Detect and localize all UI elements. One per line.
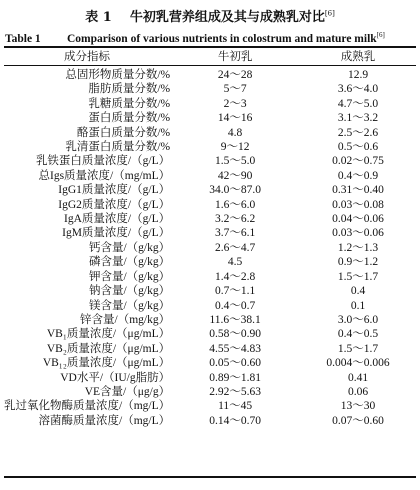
table-row [4, 169, 416, 183]
table-row [4, 65, 416, 82]
mature-milk-cell: 2.5～2.6 [337, 126, 379, 139]
component-cell: IgG2质量浓度/（g/L） [58, 198, 171, 211]
component-cell: VB₁质量浓度/（μg/mL） [46, 328, 171, 341]
component-cell: 乳清蛋白质量分数/% [65, 141, 171, 154]
component-cell: 锌含量/（mg/kg） [80, 313, 171, 326]
header-colostrum: 牛初乳 [217, 51, 253, 63]
component-cell: VB₁₂质量浓度/（μg/mL） [42, 357, 171, 370]
table-row [4, 126, 416, 140]
table-row [4, 183, 416, 197]
mature-milk-cell: 0.04～0.06 [332, 213, 384, 226]
colostrum-cell: 11.6～38.1 [209, 313, 261, 326]
table-row [4, 284, 416, 298]
component-cell: 乳过氧化物酶质量浓度/（mg/L） [4, 400, 171, 413]
table-row [4, 97, 416, 111]
colostrum-cell: 34.0～87.0 [209, 184, 261, 197]
colostrum-cell: 1.5～5.0 [214, 155, 256, 168]
colostrum-cell: 2～3 [223, 97, 247, 110]
component-cell: 乳铁蛋白质量浓度/（g/L） [35, 155, 171, 168]
component-cell: IgA质量浓度/（g/L） [64, 213, 171, 226]
mature-milk-cell: 0.07～0.60 [332, 414, 384, 427]
table-caption-english [5, 31, 417, 45]
colostrum-cell: 0.05～0.60 [209, 357, 261, 370]
component-cell: 脂肪质量分数/% [88, 83, 171, 96]
mature-milk-cell: 0.03～0.08 [332, 198, 384, 211]
mature-milk-cell: 3.1～3.2 [337, 112, 379, 125]
mature-milk-cell: 1.5～1.7 [337, 270, 379, 283]
colostrum-cell: 4.5 [227, 256, 243, 269]
component-cell: 钙含量/（g/kg） [88, 241, 171, 254]
colostrum-cell: 11～45 [218, 400, 253, 413]
table-row [4, 414, 416, 428]
mature-milk-cell: 0.4～0.9 [337, 169, 379, 182]
colostrum-cell: 42～90 [217, 169, 253, 182]
table-top-rule [4, 46, 416, 48]
mature-milk-cell: 0.4 [350, 285, 366, 298]
table-row [4, 385, 416, 399]
caption-cn-title: 牛初乳营养组成及其与成熟乳对比 [129, 10, 325, 25]
mature-milk-cell: 12.9 [347, 69, 369, 81]
mature-milk-cell: 0.41 [347, 371, 369, 384]
colostrum-cell: 2.92～5.63 [209, 385, 261, 398]
mature-milk-cell: 0.004～0.006 [326, 357, 390, 370]
table-row [4, 198, 416, 212]
mature-milk-cell: 1.5～1.7 [337, 342, 379, 355]
mature-milk-cell: 0.31～0.40 [332, 184, 384, 197]
colostrum-cell: 4.8 [227, 126, 243, 139]
component-cell: IgM质量浓度/（g/L） [62, 227, 171, 240]
component-cell: VE含量/（μg/g） [84, 385, 171, 398]
colostrum-cell: 0.4～0.7 [214, 299, 256, 312]
mature-milk-cell: 0.4～0.5 [337, 328, 379, 341]
mature-milk-cell: 13～30 [340, 400, 376, 413]
colostrum-cell: 1.6～6.0 [214, 198, 256, 211]
table-row [4, 270, 416, 284]
table-row [4, 212, 416, 226]
table-row [4, 154, 416, 168]
table-row [4, 342, 416, 356]
table-row [4, 226, 416, 240]
component-cell: 磷含量/（g/kg） [88, 256, 171, 269]
caption-en-ref: [6] [376, 31, 385, 39]
colostrum-cell: 0.89～1.81 [209, 371, 261, 384]
table-row [4, 313, 416, 327]
nutrient-comparison-table [4, 50, 416, 428]
table-row [4, 371, 416, 385]
table-row [4, 399, 416, 413]
mature-milk-cell: 1.2～1.3 [337, 241, 379, 254]
component-cell: VB₂质量浓度/（μg/mL） [46, 342, 171, 355]
header-component: 成分指标 [64, 51, 111, 63]
colostrum-cell: 1.4～2.8 [214, 270, 256, 283]
header-mature-milk: 成熟乳 [340, 51, 376, 63]
mature-milk-cell: 0.1 [350, 299, 366, 312]
table-row [4, 140, 416, 154]
mature-milk-cell: 0.02～0.75 [332, 155, 384, 168]
component-cell: 总固形物质量分数/% [65, 69, 171, 81]
component-cell: 钠含量/（g/kg） [88, 285, 171, 298]
mature-milk-cell: 3.6～4.0 [337, 83, 379, 96]
component-cell: 总Igs质量浓度/（mg/mL） [38, 169, 171, 182]
colostrum-cell: 9～12 [220, 141, 250, 154]
mature-milk-cell: 0.06 [347, 385, 369, 398]
colostrum-cell: 0.58～0.90 [209, 328, 261, 341]
table-row [4, 82, 416, 96]
table-header-row [4, 50, 416, 65]
mature-milk-cell: 0.5～0.6 [337, 141, 379, 154]
table-row [4, 356, 416, 370]
caption-cn-ref: [6] [324, 9, 335, 18]
component-cell: IgG1质量浓度/（g/L） [58, 184, 171, 197]
colostrum-cell: 0.7～1.1 [214, 285, 256, 298]
mature-milk-cell: 0.03～0.06 [332, 227, 384, 240]
table-row [4, 255, 416, 269]
colostrum-cell: 24～28 [217, 69, 253, 81]
caption-en-title: Comparison of various nutrients in colostrum and mature milk [67, 32, 377, 45]
colostrum-cell: 4.55～4.83 [209, 342, 261, 355]
component-cell: 钾含量/（g/kg） [88, 270, 171, 283]
table-row [4, 111, 416, 125]
table-caption-chinese [0, 6, 420, 25]
mature-milk-cell: 0.9～1.2 [337, 256, 379, 269]
component-cell: 蛋白质量分数/% [88, 112, 171, 125]
table-row [4, 299, 416, 313]
table-row [4, 241, 416, 255]
colostrum-cell: 3.7～6.1 [214, 227, 256, 240]
colostrum-cell: 0.14～0.70 [209, 414, 261, 427]
component-cell: 镁含量/（g/kg） [88, 299, 171, 312]
table-bottom-rule [4, 476, 416, 478]
colostrum-cell: 2.6～4.7 [214, 241, 256, 254]
colostrum-cell: 5～7 [223, 83, 247, 96]
component-cell: 溶菌酶质量浓度/（mg/L） [38, 414, 171, 427]
component-cell: 酪蛋白质量分数/% [76, 126, 171, 139]
colostrum-cell: 3.2～6.2 [214, 213, 256, 226]
colostrum-cell: 14～16 [217, 112, 253, 125]
mature-milk-cell: 4.7～5.0 [337, 97, 379, 110]
component-cell: VD水平/（IU/g脂肪） [60, 371, 171, 384]
table-row [4, 327, 416, 341]
caption-cn-label: 表 1 [85, 10, 112, 25]
component-cell: 乳糖质量分数/% [88, 97, 171, 110]
caption-en-label: Table 1 [5, 32, 41, 45]
mature-milk-cell: 3.0～6.0 [337, 313, 379, 326]
